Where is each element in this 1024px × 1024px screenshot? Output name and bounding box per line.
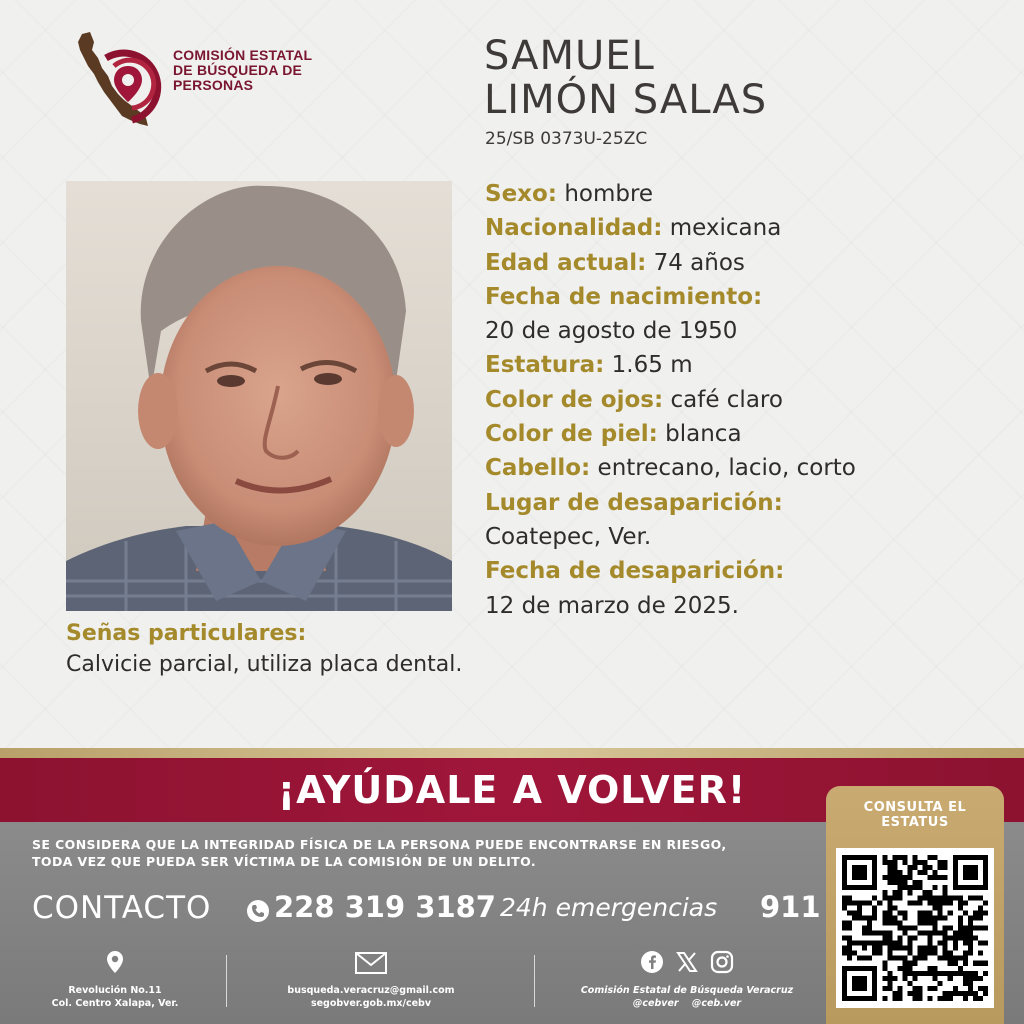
detail-label: Sexo: xyxy=(485,181,557,207)
x-handle[interactable]: @ceb.ver xyxy=(691,998,742,1009)
website-link[interactable]: segobver.gob.mx/cebv xyxy=(310,998,432,1009)
qr-title-line: ESTATUS xyxy=(881,815,949,830)
detail-fecha-value: 12 de marzo de 2025. xyxy=(485,592,739,619)
social-info xyxy=(562,984,812,1010)
person-last-names: LIMÓN SALAS xyxy=(484,77,768,123)
person-details xyxy=(485,177,1005,623)
contact-links xyxy=(260,984,482,1010)
detail-label: Nacionalidad: xyxy=(485,215,663,242)
veracruz-map-location-pin-icon xyxy=(72,30,167,130)
risk-warning xyxy=(32,836,812,870)
address-line: Col. Centro Xalapa, Ver. xyxy=(51,998,179,1009)
footer-divider xyxy=(226,955,227,1007)
distinguishing-marks-value: Calvicie parcial, utiliza placa dental. xyxy=(66,652,463,677)
address-line: Revolución No.11 xyxy=(68,985,162,996)
detail-value: mexicana xyxy=(669,215,782,242)
facebook-handle[interactable]: @cebver xyxy=(632,998,679,1009)
org-name: Comisión Estatal de Búsqueda Veracruz xyxy=(580,985,794,996)
distinguishing-marks-label: Señas particulares: xyxy=(66,621,307,646)
contact-label: CONTACTO xyxy=(32,890,212,926)
phone-icon xyxy=(246,899,270,923)
logo-wordmark xyxy=(173,48,312,93)
person-first-name: SAMUEL xyxy=(484,33,655,79)
gold-divider xyxy=(0,748,1024,758)
detail-nacionalidad xyxy=(485,211,1005,245)
detail-label: Estatura: xyxy=(485,352,605,379)
logo xyxy=(72,30,372,130)
risk-warning-line: TODA VEZ QUE PUEDA SER VÍCTIMA DE LA COMISIÓN DE UN DELITO. xyxy=(32,854,536,869)
distinguishing-marks xyxy=(66,618,766,680)
detail-label: Color de piel: xyxy=(485,421,658,448)
phone-number[interactable]: 228 319 3187 xyxy=(274,890,496,924)
detail-label: Lugar de desaparición: xyxy=(485,489,783,516)
detail-label: Fecha de nacimiento: xyxy=(485,283,763,310)
detail-value: entrecano, lacio, corto xyxy=(597,455,856,482)
detail-nacimiento-label xyxy=(485,280,1005,314)
detail-lugar-label xyxy=(485,486,1005,520)
cta-heading: ¡AYÚDALE A VOLVER! xyxy=(277,768,747,812)
emergency-number[interactable]: 911 xyxy=(760,890,821,924)
detail-label: Cabello: xyxy=(485,455,591,482)
person-name xyxy=(484,34,767,122)
detail-value: 1.65 m xyxy=(611,352,693,379)
contact-row xyxy=(32,890,832,934)
logo-line: DE BÚSQUEDA DE xyxy=(173,62,303,78)
detail-edad xyxy=(485,246,1005,280)
detail-label: Edad actual: xyxy=(485,249,647,276)
detail-value: hombre xyxy=(564,181,654,207)
detail-label: Color de ojos: xyxy=(485,386,664,413)
address xyxy=(30,984,200,1010)
detail-value: 74 años xyxy=(653,249,745,276)
risk-warning-line: SE CONSIDERA QUE LA INTEGRIDAD FÍSICA DE LA PERSONA PUEDE ENCONTRARSE EN RIESGO, xyxy=(32,837,727,852)
facebook-icon[interactable] xyxy=(640,950,664,974)
case-folio: 25/SB 0373U-25ZC xyxy=(485,129,648,149)
footer-divider xyxy=(534,955,535,1007)
status-qr-card xyxy=(826,786,1004,1024)
location-pin-icon xyxy=(106,950,124,974)
x-twitter-icon[interactable] xyxy=(676,951,698,973)
email-link[interactable]: busqueda.veracruz@gmail.com xyxy=(287,985,455,996)
emergency-label: 24h emergencias xyxy=(500,893,718,922)
detail-lugar-value: Coatepec, Ver. xyxy=(485,523,652,550)
qr-title xyxy=(826,800,1004,830)
qr-code[interactable] xyxy=(836,848,994,1008)
qr-code-pattern xyxy=(842,854,988,1002)
detail-piel xyxy=(485,417,1005,451)
detail-cabello xyxy=(485,451,1005,485)
social-icons xyxy=(640,950,740,976)
instagram-icon[interactable] xyxy=(710,950,734,974)
logo-line: COMISIÓN ESTATAL xyxy=(173,47,313,63)
qr-title-line: CONSULTA EL xyxy=(863,800,967,815)
detail-sexo xyxy=(485,177,1005,211)
detail-ojos xyxy=(485,383,1005,417)
detail-nacimiento-value: 20 de agosto de 1950 xyxy=(485,318,738,345)
social-handles xyxy=(562,997,812,1010)
detail-fecha-label xyxy=(485,554,1005,588)
detail-value: blanca xyxy=(665,421,742,448)
envelope-icon xyxy=(355,952,387,974)
detail-value: café claro xyxy=(670,386,783,413)
logo-line: PERSONAS xyxy=(173,77,254,93)
detail-estatura xyxy=(485,348,1005,382)
detail-label: Fecha de desaparición: xyxy=(485,558,785,585)
portrait-photo xyxy=(66,181,452,611)
